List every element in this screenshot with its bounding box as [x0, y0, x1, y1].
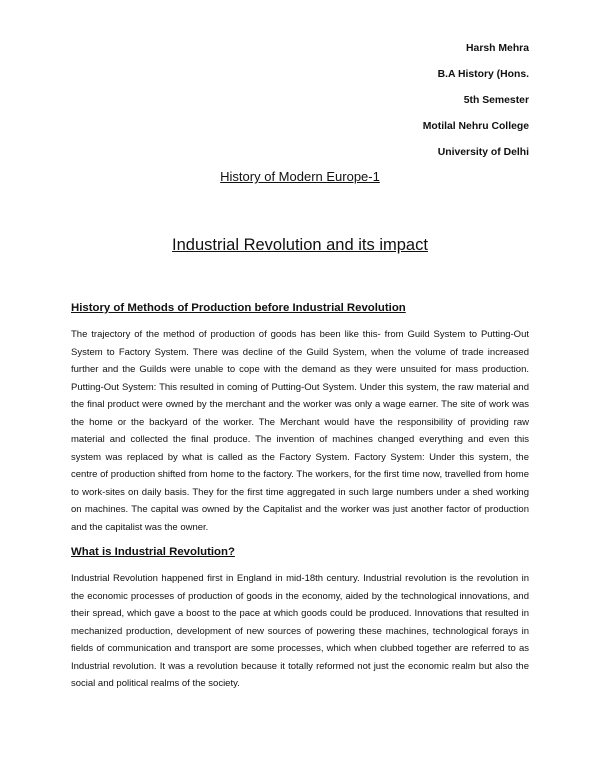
section-heading-industrial-revolution: What is Industrial Revolution? — [71, 546, 235, 558]
author-name: Harsh Mehra — [466, 43, 529, 54]
author-block — [423, 36, 529, 166]
author-semester: 5th Semester — [463, 95, 529, 107]
section-heading-production-methods: History of Methods of Production before Industrial Revolution — [71, 302, 406, 314]
document-title: Industrial Revolution and its impact — [172, 236, 428, 254]
course-title: History of Modern Europe-1 — [220, 169, 380, 184]
section-body-industrial-revolution: Industrial Revolution happened first in England in mid-18th century. Industrial revolution is the revolution in the economic processes of production of goods in the economy, aided by the technological innovations, and their spread, which gave a boost to the pace at which goods could be produced. Innovations that resulted in mechanized production, development of new sources of powering these machines, technological forays in fields of communication and transport are some processes, which when clubbed together are referred to as Industrial revolution. It was a revolution because it totally reformed not just the economic realm but also the social and political realms of the society. — [71, 573, 529, 689]
author-university: University of Delhi — [437, 147, 529, 159]
author-course: B.A History (Hons. — [437, 69, 529, 81]
author-college: Motilal Nehru College — [422, 121, 529, 133]
section-body-production-methods: The trajectory of the method of production of goods has been like this- from Guild System to Putting-Out System to Factory System. There was decline of the Guild System, when the volume of trade increased further and the Guilds were unable to cope with the demand as they were unsuited for mass production. Putting-Out System: This resulted in coming of Putting-Out System. Under this system, the raw material and the final product were owned by the merchant and the worker was only a wage earner. The site of work was the home or the backyard of the worker. The Merchant would have the responsibility of providing raw material and collected the final produce. The invention of machines changed everything and even this system was replaced by what is called as the Factory System. Factory System: Under this system, the centre of production shifted from home to the factory. The workers, for the first time now, travelled from home to work-sites on daily basis. They for the first time aggregated in such large numbers under a shed working on machines. The capital was owned by the Capitalist and the worker was just another factor of production and the capitalist was the owner. — [71, 329, 529, 533]
